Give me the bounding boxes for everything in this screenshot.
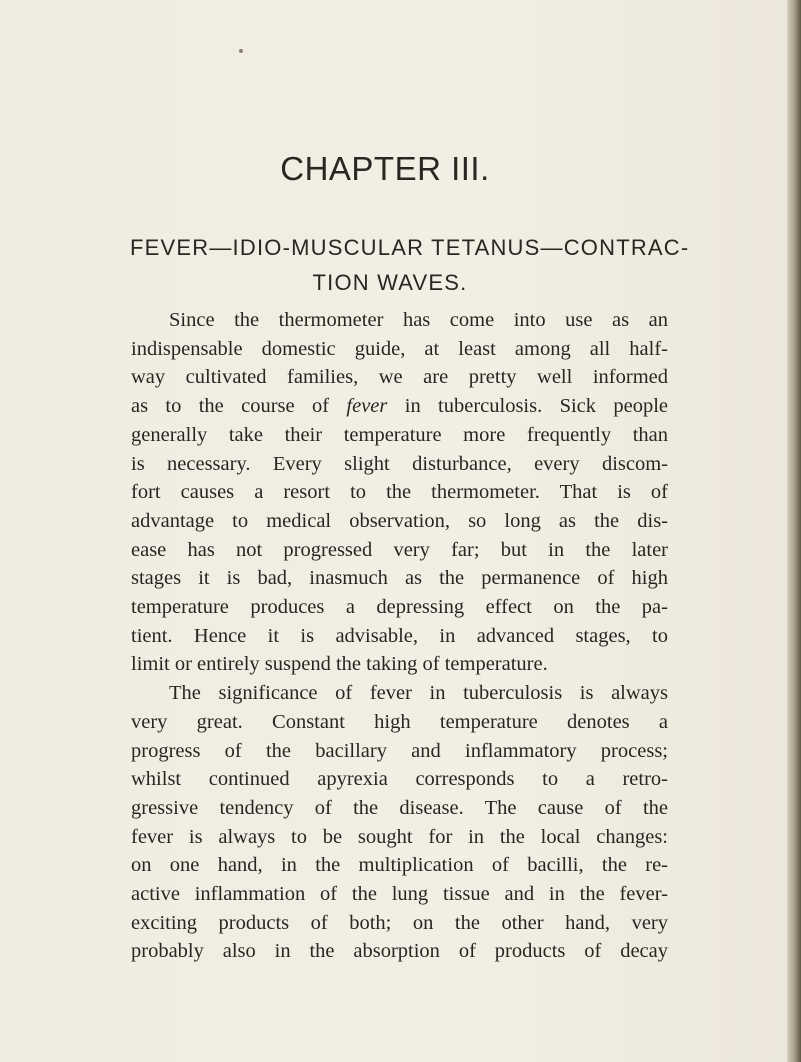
text-line: advantage to medical observation, so long as the dis- <box>131 509 668 532</box>
text-line: probably also in the absorption of products of decay <box>131 940 668 963</box>
text-line: very great. Constant high temperature denotes a <box>131 710 668 733</box>
subtitle-line-2: TION WAVES. <box>312 270 468 295</box>
body-text <box>131 306 668 966</box>
text-line: The significance of fever in tuberculosis is always <box>169 682 668 705</box>
text-line: on one hand, in the multiplication of bacilli, the re- <box>131 854 668 877</box>
text-fragment: in tuberculosis. Sick people <box>404 395 669 418</box>
text-line <box>131 392 668 421</box>
text-line: indispensable domestic guide, at least among all half- <box>131 337 668 360</box>
text-line: active inflammation of the lung tissue and in the fever- <box>131 883 668 906</box>
text-line: whilst continued apyrexia corresponds to a retro- <box>131 768 668 791</box>
text-line: ease has not progressed very far; but in the later <box>131 538 668 561</box>
text-line: temperature produces a depressing effect on the pa- <box>131 596 668 619</box>
text-line: progress of the bacillary and inflammatory process; <box>131 739 668 762</box>
text-line: limit or entirely suspend the taking of temperature. <box>131 653 548 676</box>
text-line: fort causes a resort to the thermometer. That is of <box>131 481 668 504</box>
text-line: tient. Hence it is advisable, in advanced stages, to <box>131 624 668 647</box>
book-spine-edge <box>787 0 801 1062</box>
italic-word: fever <box>346 395 388 418</box>
text-line: generally take their temperature more frequently than <box>131 423 668 446</box>
text-line: is necessary. Every slight disturbance, every discom- <box>131 452 668 475</box>
text-line: fever is always to be sought for in the local changes: <box>131 825 668 848</box>
text-line: Since the thermometer has come into use as an <box>169 309 668 331</box>
text-fragment: as to the course of <box>131 395 330 418</box>
chapter-subtitle <box>130 230 690 300</box>
chapter-title: CHAPTER III. <box>280 150 490 187</box>
text-line: exciting products of both; on the other hand, very <box>131 911 668 934</box>
paper-speck <box>239 49 243 53</box>
text-line: way cultivated families, we are pretty well informed <box>131 366 668 389</box>
text-line: stages it is bad, inasmuch as the permanence of high <box>131 567 668 590</box>
subtitle-line-1: FEVER—IDIO-MUSCULAR TETANUS—CONTRAC- <box>130 235 690 260</box>
text-line: gressive tendency of the disease. The cause of the <box>131 796 668 819</box>
